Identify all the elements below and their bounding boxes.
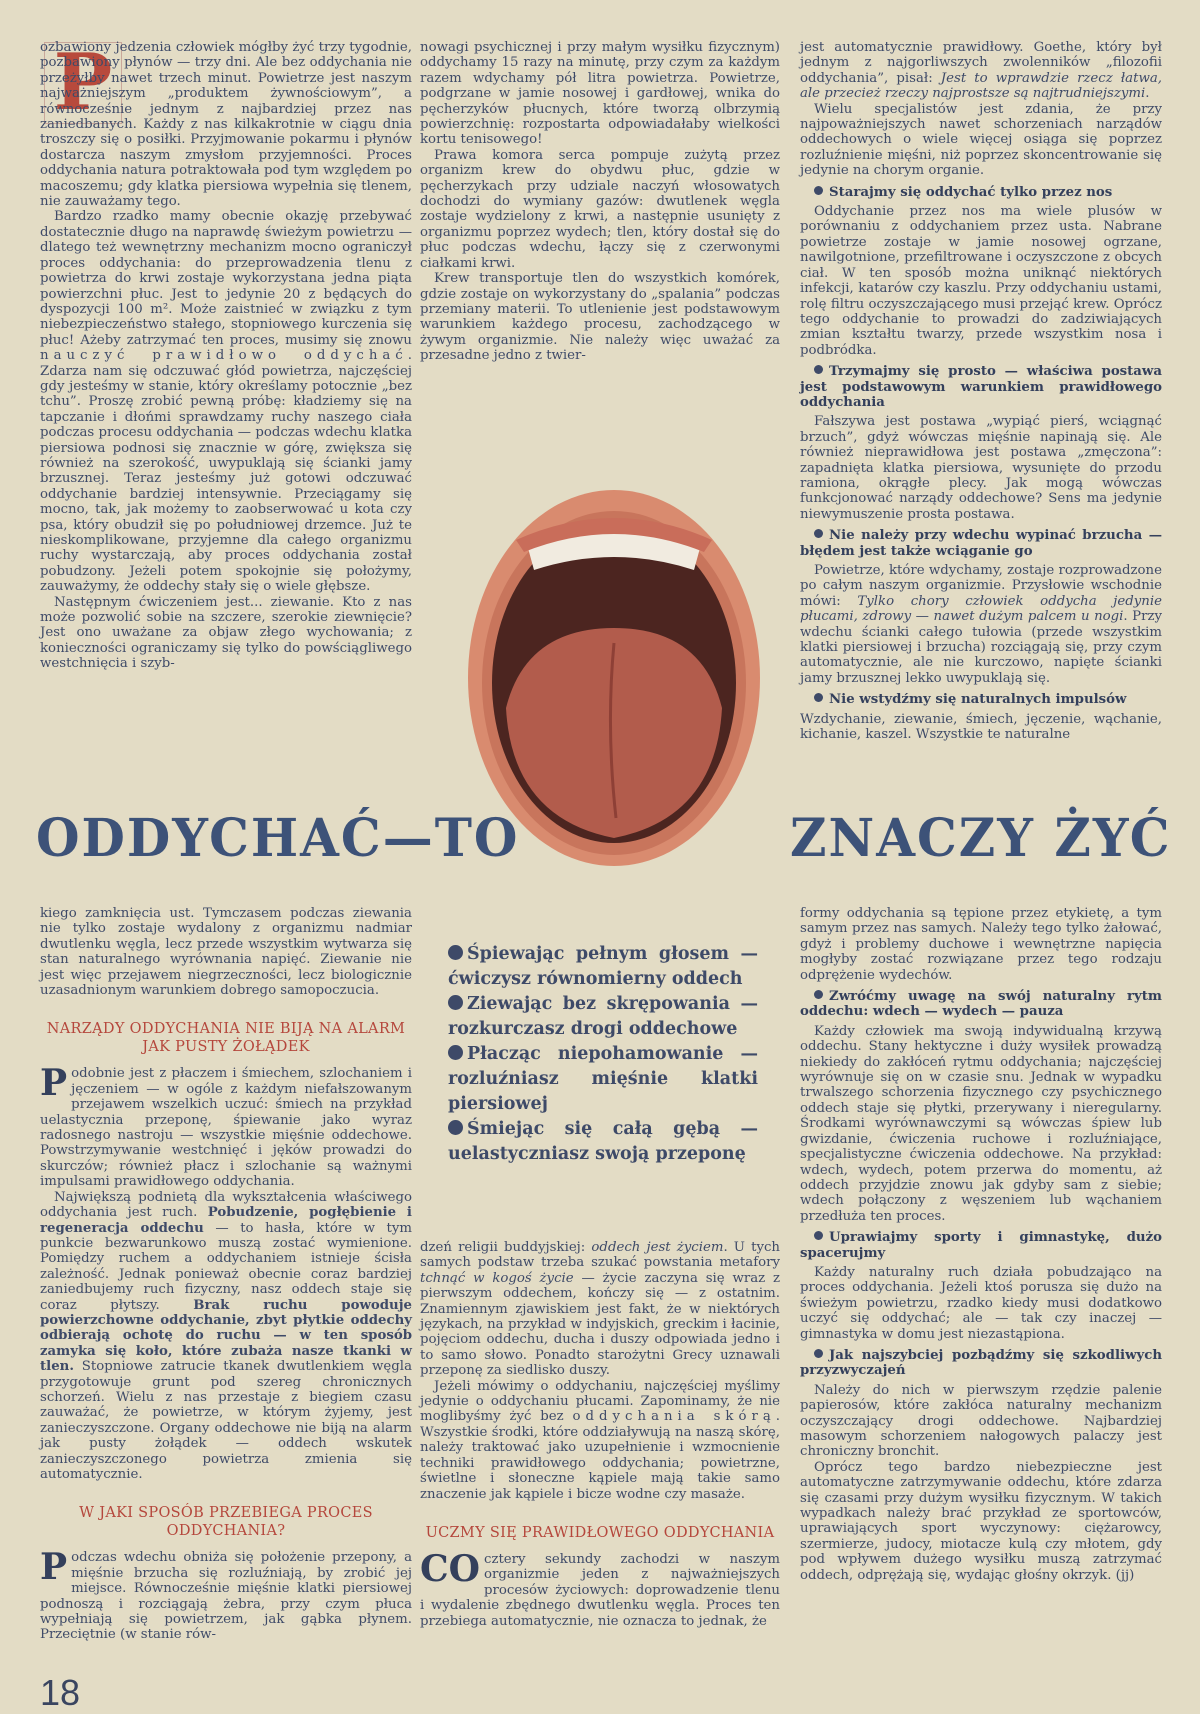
text: ozbawiony jedzenia człowiek mógłby żyć trzy tygodnie, pozbawiony płynów — trzy dni. Ale bez oddychania nie przeżyłby nawet trzech minut. Powietrze jest naszym najważniejszym „produktem żywnościowym”, a równocześnie jednym z najbardziej przez nas zaniedbanych. Każdy z nas kilkakrotnie w ciągu dnia troszczy się o posiłki. Przyjmowanie pokarmu i płynów dostarcza naszym zmysłom przyjemności. Proces oddychania natura potraktowała pod tym względem po macoszemu; gdy klatka piersiowa wypełnia się tlenem, nie zauważamy tego. bbox=[40, 40, 412, 210]
text: Oprócz tego bardzo niebezpieczne jest automatyczne zatrzymywanie oddechu, które zdarza się czasami przy dużym wysiłku fizycznym. W takich wypadkach należy brać przykład ze sportowców, uprawiających sport wyczynowy: ciężarowcy, szermierze, judocy, miotacze kulą czy młotem, gdy pod wpływem dużego wysiłku muszą zatrzymać oddech, odprężają się, wydając głośny okrzyk. (jj) bbox=[800, 1459, 1162, 1583]
bullet-dot-icon bbox=[814, 186, 823, 195]
section-subheading bbox=[800, 692, 1162, 707]
bullet-dot-icon bbox=[814, 529, 823, 538]
paragraph bbox=[40, 1546, 412, 1643]
text: Wielu specjalistów jest zdania, że przy najpoważniejszych nawet schorzeniach narządów oddechowych o wiele więcej osiąga się poprzez rozluźnienie mięśni, niż poprzez skoncentrowanie się jedynie na chorym organie. bbox=[800, 101, 1162, 179]
text: Należy do nich w pierwszym rzędzie palenie papierosów, które zakłóca naturalny mechanizm oczyszczający drogi oddechowe. Najbardziej masowym schorzeniem nałogowych palaczy jest chroniczny bronchit. bbox=[800, 1382, 1162, 1460]
text: UCZMY SIĘ PRAWIDŁOWEGO ODDYCHANIA bbox=[425, 1524, 775, 1541]
paragraph bbox=[420, 1240, 780, 1379]
column-1-bottom bbox=[40, 906, 412, 1643]
column-2-bottom bbox=[420, 1240, 780, 1629]
spaced-text: oddychania skórą bbox=[572, 1409, 776, 1425]
bullet-dot-icon bbox=[814, 365, 823, 374]
spaced-text: nauczyć prawidłowo oddychać bbox=[40, 348, 408, 364]
text: Uprawiajmy sporty i gimnastykę, dużo spacerujmy bbox=[800, 1230, 1162, 1261]
text: Każdy człowiek ma swoją indywidualną krzywą oddechu. Stany hektyczne i duży wysiłek prowadzą niekiedy do zakłóceń rytmu oddychania; najczęściej wyrównuje się on w czasie snu. Jednak w wypadku trwalszego schorzenia fizycznego czy psychicznego oddech staje się płytki, przerywany i nieregularny. Środkami wyrównawczymi są wówczas śpiew lub gwizdanie, ćwiczenia ruchowe i rozluźniające, specjalistyczne ćwiczenia oddechowe. Na przykład: wdech, wydech, potem przerwa do momentu, aż oddech przyjdzie znowu jak gdyby sam z siebie; wdech połączony z węszeniem lub wąchaniem przedłuża ten proces. bbox=[800, 1023, 1162, 1224]
bullet-dot-icon bbox=[448, 945, 463, 960]
column-2-top bbox=[420, 40, 780, 364]
text: Największą podnietą dla wykształcenia właściwego oddychania jest ruch. bbox=[40, 1189, 412, 1221]
text: nowagi psychicznej i przy małym wysiłku fizycznym) oddychamy 15 razy na minutę, przy czym za każdym razem wdychamy pół litra powietrza. Powietrze, podgrzane w jamie nosowej i gardłowej, wnika do pęcherzyków płucnych, które tworzą olbrzymią powierzchnię: rozpostarta odpowiadałaby wielkości kortu tenisowego! bbox=[420, 40, 780, 148]
section-subheading bbox=[800, 185, 1162, 200]
text: Starajmy się oddychać tylko przez nos bbox=[829, 184, 1113, 200]
paragraph bbox=[420, 148, 780, 271]
section-heading bbox=[40, 1020, 412, 1056]
paragraph bbox=[420, 1547, 780, 1629]
section-subheading bbox=[800, 989, 1162, 1020]
paragraph bbox=[40, 1062, 412, 1190]
drop-cap: P bbox=[40, 1546, 68, 1589]
text: Stopniowe zatrucie tkanek dwutlenkiem węgla przygotowuje grunt pod szereg chronicznych schorzeń. Wielu z nas przestaje z biegiem czasu zauważać, że powietrze, w którym żyjemy, jest zanieczyszczone. Organy oddechowe nie biją na alarm jak pusty żołądek — oddech wskutek zanieczyszczonego powietrza zmienia się automatycznie. bbox=[40, 1359, 412, 1482]
text: Jeżeli mówimy o oddychaniu, najczęściej myślimy jedynie o oddychaniu płucami. Zapominamy, że nie moglibyśmy żyć bez bbox=[420, 1378, 780, 1425]
paragraph bbox=[800, 40, 1162, 102]
text: . U tych samych podstaw trzeba szukać powstania metafory bbox=[420, 1240, 780, 1271]
italic-text: Tylko chory człowiek oddycha jedynie płucami, zdrowy — nawet dużym palcem u nogi bbox=[800, 593, 1162, 625]
text: Powietrze, które wdychamy, zostaje rozprowadzone po całym naszym organizmie. Przysłowie wschodnie mówi: bbox=[800, 563, 1162, 609]
bullet-dot-icon bbox=[814, 693, 823, 702]
section-heading bbox=[420, 1524, 780, 1542]
callout-text: Śpiewając pełnym głosem — ćwiczysz równomierny oddech bbox=[448, 944, 758, 989]
text: . Wszystkie środki, które oddziaływują na naszą skórę, należy traktować jako uzupełnienie i wzmocnienie techniki prawidłowego oddychania; powietrzne, świetlne i słoneczne kąpiele mają takie samo znaczenie jak kąpiele i bicze wodne czy masaże. bbox=[420, 1409, 780, 1502]
text: Trzymajmy się prosto — właściwa postawa jest podstawowym warunkiem prawidłowego oddychania bbox=[800, 364, 1162, 410]
callout-text: Śmiejąc się całą gębą — uelastyczniasz swoją przeponę bbox=[448, 1119, 758, 1164]
bullet-dot-icon bbox=[814, 1231, 823, 1240]
callout-item bbox=[448, 992, 758, 1042]
callout-item bbox=[448, 942, 758, 992]
paragraph bbox=[800, 414, 1162, 522]
paragraph bbox=[800, 1265, 1162, 1342]
text: . bbox=[1145, 86, 1150, 102]
paragraph bbox=[420, 271, 780, 363]
text: Krew transportuje tlen do wszystkich komórek, gdzie zostaje on wykorzystany do „spalania” podczas przemiany materii. To utlenienie jest podstawowym warunkiem każdego procesu, zachodzącego w żywym organizmie. Nie należy więc uważać za przesadne jedno z twier- bbox=[420, 271, 780, 364]
text: Każdy naturalny ruch działa pobudzająco na proces oddychania. Jeżeli ktoś porusza się dużo na świeżym powietrzu, rzadko kiedy musi dodatkowo uczyć się oddychać; ale — tak czy inaczej — gimnastyka w domu jest niezastąpiona. bbox=[800, 1264, 1162, 1342]
bold-text: Pobudzenie, pogłębienie i regeneracja oddechu bbox=[40, 1205, 412, 1236]
text: dzeń religii buddyjskiej: bbox=[420, 1240, 592, 1255]
paragraph bbox=[40, 906, 412, 998]
text: Oddychanie przez nos ma wiele plusów w porównaniu z oddychaniem przez usta. Nabrane powietrze zostaje w jamie nosowej ogrzane, nawilgotnione, przefiltrowane i oczyszczone z obcych ciał. W ten sposób można uniknąć niektórych infekcji, katarów czy kaszlu. Przy oddychaniu ustami, rolę filtru oczyszczającego musi przejąć krew. Oprócz tego oddychanie to prowadzi do zadziwiających zmian kształtu twarzy, przede wszystkim nosa i podbródka. bbox=[800, 204, 1162, 358]
bullet-dot-icon bbox=[448, 995, 463, 1010]
paragraph bbox=[420, 40, 780, 148]
text: Nie wstydźmy się naturalnych impulsów bbox=[829, 692, 1127, 708]
section-subheading bbox=[800, 364, 1162, 410]
column-3-top bbox=[800, 40, 1162, 742]
text: odczas wdechu obniża się położenie przepony, a mięśnie brzucha się rozluźniają, by zrobić jej miejsce. Równocześnie mięśnie klatki piersiowej podnoszą i rozciągają żebra, przy czym płuca wypełniają się powietrzem, jak gąbka płynem. Przeciętnie (w stanie rów- bbox=[40, 1550, 412, 1643]
bullet-dot-icon bbox=[814, 1349, 823, 1358]
drop-cap: CO bbox=[420, 1547, 481, 1590]
section-heading bbox=[40, 1504, 412, 1540]
text: . Przy wdechu ścianki całego tułowia (przede wszystkim klatki piersiowej i brzucha) rozciągają się, przy czym automatycznie, ale nie kurczowo, napięte ścianki jamy brzusznej lekko uwypuklają się. bbox=[800, 609, 1162, 686]
headline-left: ODDYCHAĆ—TO bbox=[36, 806, 520, 869]
paragraph bbox=[800, 1383, 1162, 1460]
text: Prawa komora serca pompuje zużytą przez organizm krew do obydwu płuc, gdzie w pęcherzykach przy udziale naczyń włosowatych dochodzi do wymiany gazów: dwutlenek węgla zostaje wydzielony z krwi, a następnie usunięty z organizmu poprzez wydech; tlen, który dostał się do płuc podczas wdechu, łączy się z czerwonymi ciałkami krwi. bbox=[420, 147, 780, 271]
text: Następnym ćwiczeniem jest... ziewanie. Kto z nas może pozwolić sobie na szczere, szerokie ziewnięcie? Jest ono uważane za objaw złego wychowania; z konieczności ograniczamy się tylko do powściągliwego westchnięcia i szyb- bbox=[40, 594, 412, 672]
paragraph bbox=[420, 1379, 780, 1502]
paragraph bbox=[800, 1460, 1162, 1583]
section-subheading bbox=[800, 1230, 1162, 1261]
paragraph bbox=[800, 1024, 1162, 1224]
text: cztery sekundy zachodzi w naszym organizmie jeden z najważniejszych procesów życiowych: doprowadzenie tlenu i wydalenie zbędnego dwutlenku węgla. Proces ten przebiega automatycznie, nie oznacza to jednak, że bbox=[420, 1551, 780, 1629]
paragraph bbox=[800, 712, 1162, 743]
text: — życie zaczyna się wraz z pierwszym oddechem, kończy się — z ostatnim. Znamiennym zjawiskiem jest fakt, że w niektórych językach, na przykład w indyjskich, greckim i łacinie, pojęciom oddechu, ducha i duszy odpowiada jedno i to samo słowo. Ponadto starożytni Grecy uznawali przeponę za siedlisko duszy. bbox=[420, 1270, 780, 1379]
paragraph bbox=[800, 102, 1162, 179]
text: Jak najszybciej pozbądźmy się szkodliwych przyzwyczajeń bbox=[800, 1347, 1162, 1379]
bullet-dot-icon bbox=[448, 1045, 463, 1060]
bold-text: Brak ruchu powoduje powierzchowne oddychanie, zbyt płytkie oddechy odbierają ochotę do ruchu — w ten sposób zamyka się koło, które zubaża nasze tkanki w tlen. bbox=[40, 1297, 412, 1375]
italic-text: tchnąć w kogoś życie bbox=[420, 1270, 574, 1286]
paragraph bbox=[800, 906, 1162, 983]
paragraph bbox=[40, 209, 412, 594]
paragraph bbox=[40, 40, 412, 209]
paragraph bbox=[800, 563, 1162, 686]
section-subheading bbox=[800, 528, 1162, 559]
text: odobnie jest z płaczem i śmiechem, szlochaniem i jęczeniem — w ogóle z każdym niefałszowanym przejawem wszelkich uczuć: śmiech na przykład uelastycznia przeponę, śpiewanie jako wyraz radosnego nastroju — wszystkie mięśnie oddechowe. Powstrzymywanie westchnięć i jęków prowadzi do skurczów; również płacz i szlochanie są ważnymi impulsami prawidłowego oddychania. bbox=[40, 1066, 412, 1190]
text: Zwróćmy uwagę na swój naturalny rytm oddechu: wdech — wydech — pauza bbox=[800, 989, 1162, 1020]
section-subheading bbox=[800, 1348, 1162, 1379]
drop-cap-initial: P bbox=[44, 42, 122, 124]
bullet-dot-icon bbox=[814, 990, 823, 999]
text: Fałszywa jest postawa „wypiąć pierś, wciągnąć brzuch”, gdyż wówczas mięśnie napinają się. Ale również nieprawidłowa jest postawa „zmęczona”: zapadnięta klatka piersiowa, wysunięte do przodu ramiona, okrągłe plecy. Jak mogą wówczas funkcjonować narządy oddechowe? Sens ma jedynie niewymuszenie prosta postawa. bbox=[800, 414, 1162, 522]
text: Bardzo rzadko mamy obecnie okazję przebywać dostatecznie długo na naprawdę świeżym powietrzu — dlatego też wewnętrzny mechanizm mocno ograniczył proces oddychania: do przeprowadzenia tlenu z powietrza do krwi zostaje wykorzystana jedna piąta powierzchni płuc. Jest to jedynie 20 z będących do dyspozycji 100 m². Może zaistnieć w związku z tym niebezpieczeństwo stałego, stopniowego kurczenia się płuc! Ażeby zatrzymać ten proces, musimy się znowu bbox=[40, 209, 412, 348]
page-number: 18 bbox=[40, 1672, 81, 1713]
paragraph bbox=[40, 1190, 412, 1483]
italic-text: oddech jest życiem bbox=[591, 1240, 724, 1255]
text: — to hasła, które w tym punkcie bezwarunkowo muszą zostać wymienione. Pomiędzy ruchem a oddychaniem istnieje ścisła zależność. Jednak ponieważ obecnie coraz bardziej zaniedbujemy ruch fizyczny, nasz oddech staje się coraz płytszy. bbox=[40, 1220, 413, 1313]
text: . Zdarza nam się odczuwać głód powietrza, najczęściej gdy jesteśmy w stanie, który określamy potocznie „bez tchu”. Proszę zrobić pewną próbę: kładziemy się na tapczanie i dłońmi sprawdzamy ruchy naszego ciała podczas procesu oddychania — podczas wdechu klatka piersiowa podnosi się znacznie w górę, zwiększa się również na szerokość, uwypuklają się ścianki jamy brzusznej. Teraz jesteśmy już gotowi odczuwać oddychanie bardziej intensywnie. Przeciągamy się mocno, tak, jak możemy to zaobserwować u kota czy psa, który obudził się po południowej drzemce. Już te nieskomplikowane, przyjemne dla całego organizmu ruchy wystarczają, aby proces oddychania został pobudzony. Jeżeli potem spokojnie się położymy, zauważymy, że oddechy stały się o wiele głębsze. bbox=[40, 348, 412, 595]
callout-item bbox=[448, 1117, 758, 1167]
bullet-dot-icon bbox=[448, 1120, 463, 1135]
text: Nie należy przy wdechu wypinać brzucha — błędem jest także wciąganie go bbox=[800, 528, 1162, 559]
callout-text: Ziewając bez skrępowania — rozkurczasz drogi oddechowe bbox=[448, 994, 758, 1039]
paragraph bbox=[40, 595, 412, 672]
callout-box bbox=[448, 942, 758, 1167]
italic-text: Jest to wprawdzie rzecz łatwa, ale przecież rzeczy najprostsze są najtrudniejszymi bbox=[800, 70, 1162, 102]
callout-text: Płacząc niepohamowanie — rozluźniasz mięśnie klatki piersiowej bbox=[448, 1044, 758, 1114]
text: W JAKI SPOSÓB PRZEBIEGA PROCES ODDYCHANIA? bbox=[79, 1505, 373, 1540]
text: kiego zamknięcia ust. Tymczasem podczas ziewania nie tylko zostaje wydalony z organizmu nadmiar dwutlenku węgla, lecz przede wszystkim wytwarza się stan naturalnego wyrównania napięć. Ziewanie nie jest więc przejawem niegrzeczności, lecz biologicznie uzasadnionym warunkiem dobrego samopoczucia. bbox=[40, 906, 412, 999]
text: Wzdychanie, ziewanie, śmiech, jęczenie, wąchanie, kichanie, kaszel. Wszystkie te naturalne bbox=[800, 711, 1162, 743]
text: formy oddychania są tępione przez etykietę, a tym samym przez nas samych. Należy tego tylko żałować, gdyż i problemy duchowe i wewnętrzne napięcia mogłyby zostać rozwiązane przez tego rodzaju odprężenie wydechów. bbox=[800, 906, 1162, 983]
headline-right: ZNACZY ŻYĆ bbox=[790, 806, 1172, 869]
column-1-top bbox=[40, 40, 412, 672]
callout-item bbox=[448, 1042, 758, 1117]
column-3-bottom bbox=[800, 906, 1162, 1583]
text: jest automatycznie prawidłowy. Goethe, który był jednym z najgorliwszych zwolenników „filozofii oddychania”, pisał: bbox=[800, 40, 1162, 86]
drop-cap: P bbox=[40, 1062, 68, 1105]
text: NARZĄDY ODDYCHANIA NIE BIJĄ NA ALARM JAK PUSTY ŻOŁĄDEK bbox=[46, 1021, 406, 1056]
paragraph bbox=[800, 204, 1162, 358]
